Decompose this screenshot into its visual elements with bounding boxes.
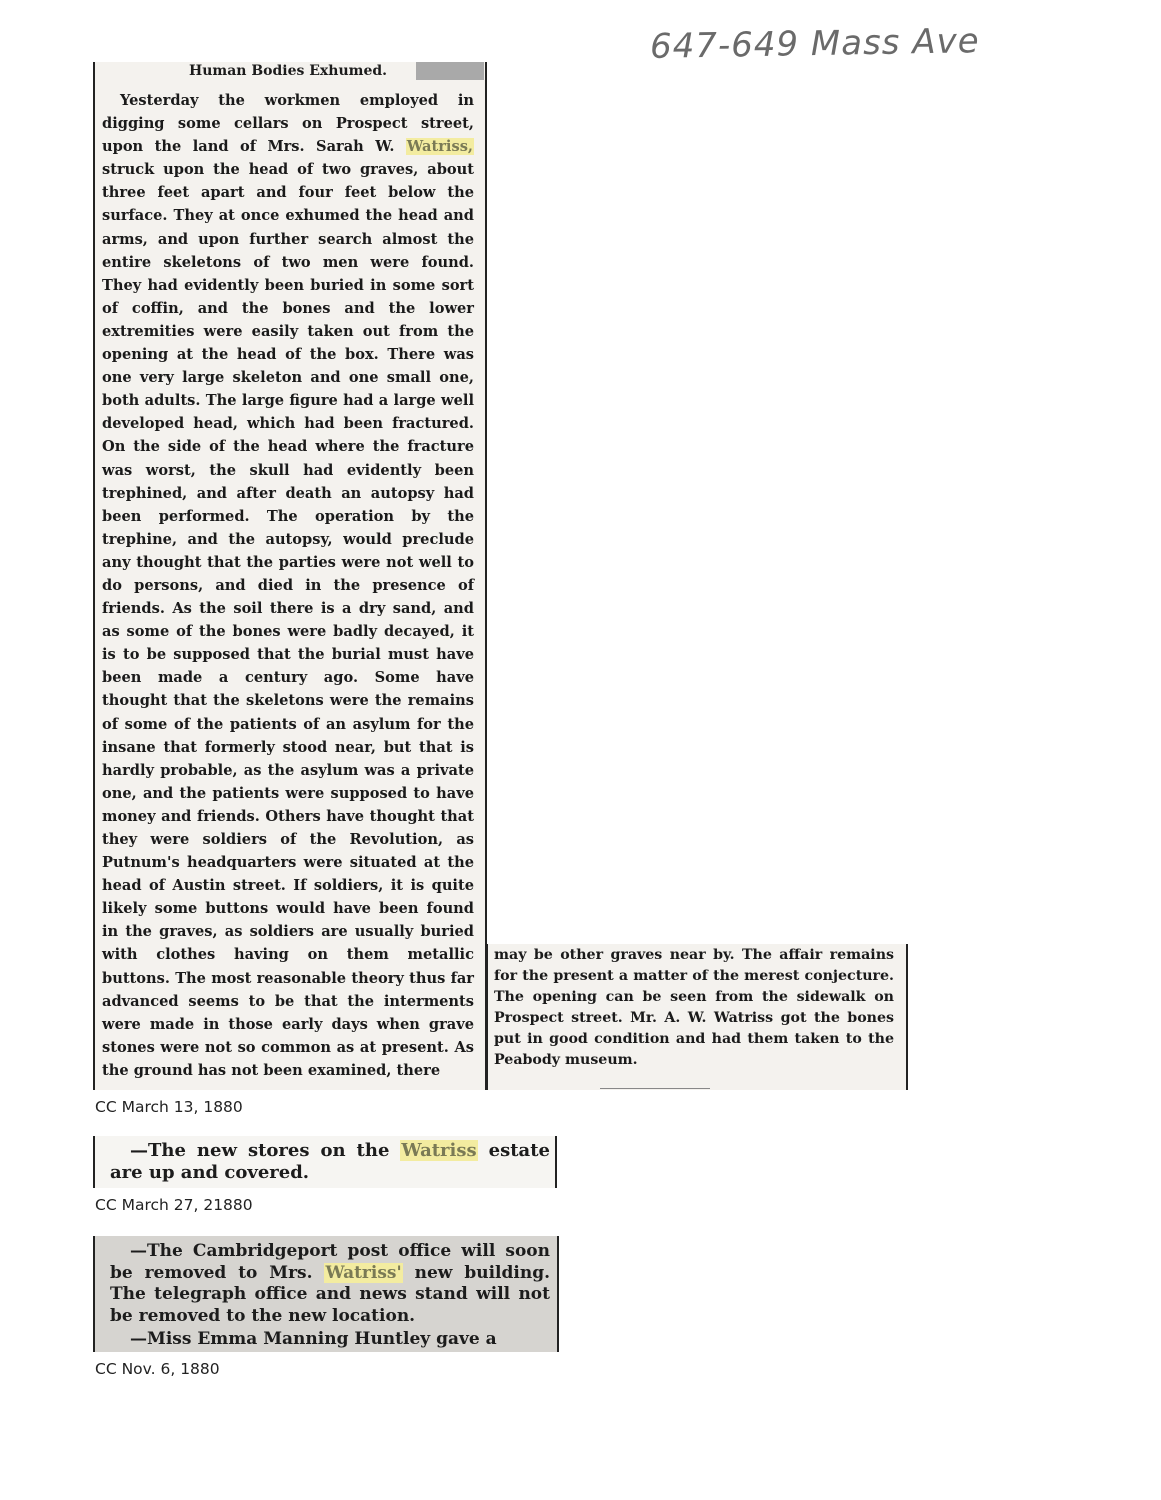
- stores-clipping-text: [110, 1140, 550, 1184]
- column-end-rule: [600, 1088, 710, 1089]
- article-text-body: struck upon the head of two graves, about three feet apart and four feet below the surface. They at once exhumed the head and arms, and upon further search almost the entire skeletons of two men were found. They had evidently been buried in some sort of coffin, and the bones and the lower extremities were easily taken out from the opening at the head of the box. There was one very large skeleton and one small one, both adults. The large figure had a large well developed head, which had been fractured. On the side of the head where the fracture was worst, the skull had evidently been trephined, and after death an autopsy had been performed. The operation by the trephine, and the autopsy, would preclude any thought that the parties were not well to do persons, and died in the presence of friends. As the soil there is a dry sand, and as some of the bones were badly decayed, it is to be supposed that the burial must have been made a century ago. Some have thought that the skeletons were the remains of some of the patients of an asylum for the insane that formerly stood near, but that is hardly probable, as the asylum was a private one, and the patients were supposed to have money and friends. Others have thought that they were soldiers of the Revolution, as Putnum's headquarters were situated at the head of Austin street. If soldiers, it is quite likely some buttons would have been found in the graves, as soldiers are usually buried with clothes having on them metallic buttons. The most reasonable theory thus far advanced seems to be that the interments were made in those early days when grave stones were not so common as at present. As the ground has not been examined, there: [102, 161, 474, 1079]
- highlighted-name-watriss: Watriss,: [406, 138, 473, 156]
- highlighted-name-watriss: Watriss: [401, 1140, 477, 1161]
- caption-nov-6: CC Nov. 6, 1880: [95, 1360, 220, 1378]
- article-body-column-1: [102, 89, 474, 1082]
- article-text-intro: Yesterday the workmen employed in digging some cellars on Prospect street, upon the land of Mrs. Sarah W.: [102, 92, 474, 156]
- stores-text-intro: —The new stores on the: [130, 1140, 390, 1161]
- stores-text-rest: estate are up and covered.: [110, 1140, 550, 1183]
- next-news-item: —Miss Emma Manning Huntley gave a: [130, 1329, 497, 1349]
- post-office-text-intro: —The Cambridgeport post office will soon be removed to Mrs.: [110, 1241, 550, 1283]
- post-office-text-rest: new building. The telegraph office and news stand will not be removed to the new location.: [110, 1262, 550, 1326]
- post-office-clipping-text: [110, 1241, 550, 1327]
- caption-march-13: CC March 13, 1880: [95, 1098, 243, 1116]
- handwritten-address-note: 647-649 Mass Ave: [649, 21, 980, 67]
- article-headline: Human Bodies Exhumed.: [160, 62, 416, 80]
- article-body-column-2: may be other graves near by. The affair remains for the present a matter of the merest conjecture. The opening can be seen from the sidewalk on Prospect street. Mr. A. W. Watriss got the bones put in good condition and had them taken to the Peabody museum.: [494, 947, 894, 1068]
- caption-march-27: CC March 27, 21880: [95, 1196, 253, 1214]
- highlighted-name-watriss: Watriss': [325, 1262, 402, 1283]
